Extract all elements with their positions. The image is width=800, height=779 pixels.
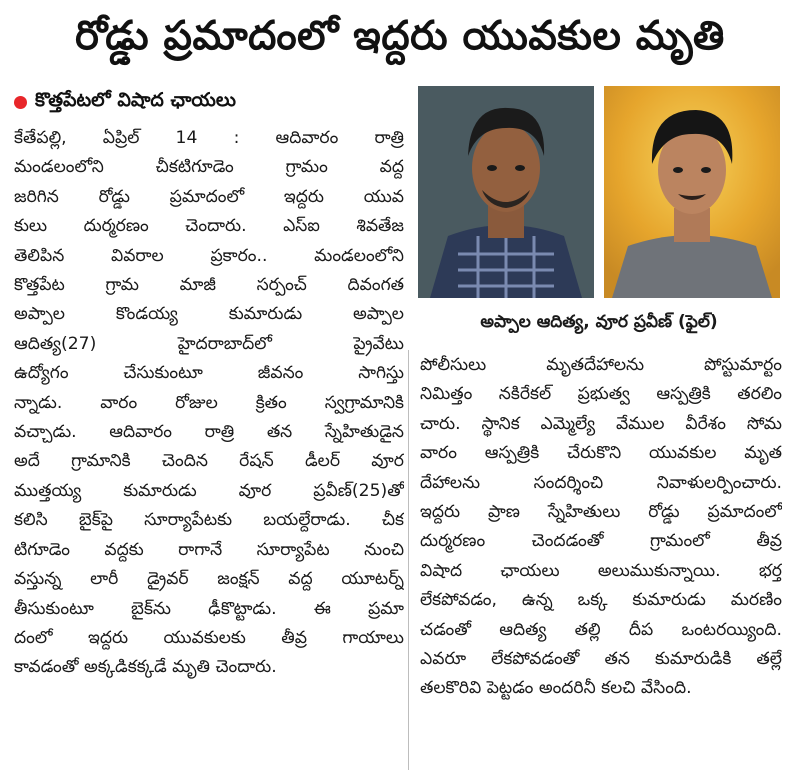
article-line: వస్తున్న లారీ డ్రైవర్ జంక్షన్ వద్ద యూటర్న్ [14,569,404,590]
article-line: నిమిత్తం నకిరేకల్ ప్రభుత్వ ఆస్పత్రికి తరలిం [420,384,782,405]
article-line: కులు దుర్మరణం చెందారు. ఎస్ఐ శివతేజ [14,216,404,237]
article-body-left [14,124,404,683]
portrait-right-icon [604,86,780,298]
article-line: పోలీసులు మృతదేహాలను పోస్టుమార్టం [420,355,782,375]
article-line: దుర్మరణం చెందడంతో గ్రామంలో తీవ్ర [420,531,782,552]
article-line: తీసుకుంటూ బైక్‌ను ఢీకొట్టాడు. ఈ ప్రమా [14,598,404,619]
article-line: కలిసి బైక్‌పై సూర్యాపేటకు బయల్దేరాడు. చీక [14,510,404,531]
article-line: దేహాలను సందర్శించి నివాళులర్పించారు. [420,472,782,493]
photo-aditya [418,86,594,298]
article-line: ముత్తయ్య కుమారుడు వూర ప్రవీణ్(25)తో [14,480,404,501]
article-line: ఆదిత్య(27) హైదరాబాద్‌లో ప్రైవేటు [14,333,404,354]
column-divider [408,350,409,770]
photo-caption: అప్పాల ఆదిత్య, వూర ప్రవీణ్ (ఫైల్) [480,312,718,332]
article-line: టిగూడెం వద్దకు రాగానే సూర్యాపేట నుంచి [14,539,404,560]
article-line: జరిగిన రోడ్డు ప్రమాదంలో ఇద్దరు యువ [14,186,404,207]
article-body-right [420,351,782,704]
article-line: లేకపోవడం, ఉన్న ఒక్క కుమారుడు మరణిం [420,590,782,611]
article-line: వచ్చాడు. ఆదివారం రాత్రి తన స్నేహితుడైన [14,422,404,443]
article-line: అప్పాల కొండయ్య కుమారుడు అప్పాల [14,304,404,325]
article-line: కొత్తపేట గ్రామ మాజీ సర్పంచ్ దివంగత [14,275,404,296]
article-line: ఇద్దరు ప్రాణ స్నేహితులు రోడ్డు ప్రమాదంలో [420,502,782,523]
article-line: చడంతో ఆదిత్య తల్లి దీప ఒంటరయ్యింది. [420,619,782,640]
subhead-text: కొత్తపేటలో విషాద ఛాయలు [35,88,236,111]
article-line: ఉద్యోగం చేసుకుంటూ జీవనం సాగిస్తు [14,363,404,384]
article-line: కేతేపల్లి, ఏప్రిల్ 14 : ఆదివారం రాత్రి [14,128,404,148]
article-line: వారం ఆస్పత్రికి చేరుకొని యువకుల మృత [420,443,782,464]
article-line: చారు. స్థానిక ఎమ్మెల్యే వేముల వీరేశం సోమ [420,413,782,434]
article-line: దంలో ఇద్దరు యువకులకు తీవ్ర గాయాలు [14,627,404,648]
headline: రోడ్డు ప్రమాదంలో ఇద్దరు యువకుల మృతి [75,13,725,59]
photo-strip [418,86,780,302]
article-line: విషాద ఛాయలు అలుముకున్నాయి. భర్త [420,560,782,581]
article-line: తెలిపిన వివరాల ప్రకారం.. మండలంలోని [14,245,404,266]
article-left-column [14,86,404,683]
article-line: న్నాడు. వారం రోజుల క్రితం స్వగ్రామానికి [14,392,404,413]
red-bullet-icon [14,96,27,109]
article-line: అదే గ్రామానికి చెందిన రేషన్ డీలర్ వూర [14,451,404,472]
portrait-left-icon [418,86,594,298]
article-line: తలకొరివి పెట్టడం అందరినీ కలచి వేసింది. [420,678,692,699]
article-line: ఎవరూ లేకపోవడంతో తన కుమారుడికి తల్లే [420,649,782,670]
subhead [14,86,404,118]
article-right-column [420,351,782,704]
photo-praveen [604,86,780,298]
article-line: మండలంలోని చీకటిగూడెం గ్రామం వద్ద [14,157,404,178]
article-line: కావడంతో అక్కడికక్కడే మృతి చెందారు. [14,657,277,678]
